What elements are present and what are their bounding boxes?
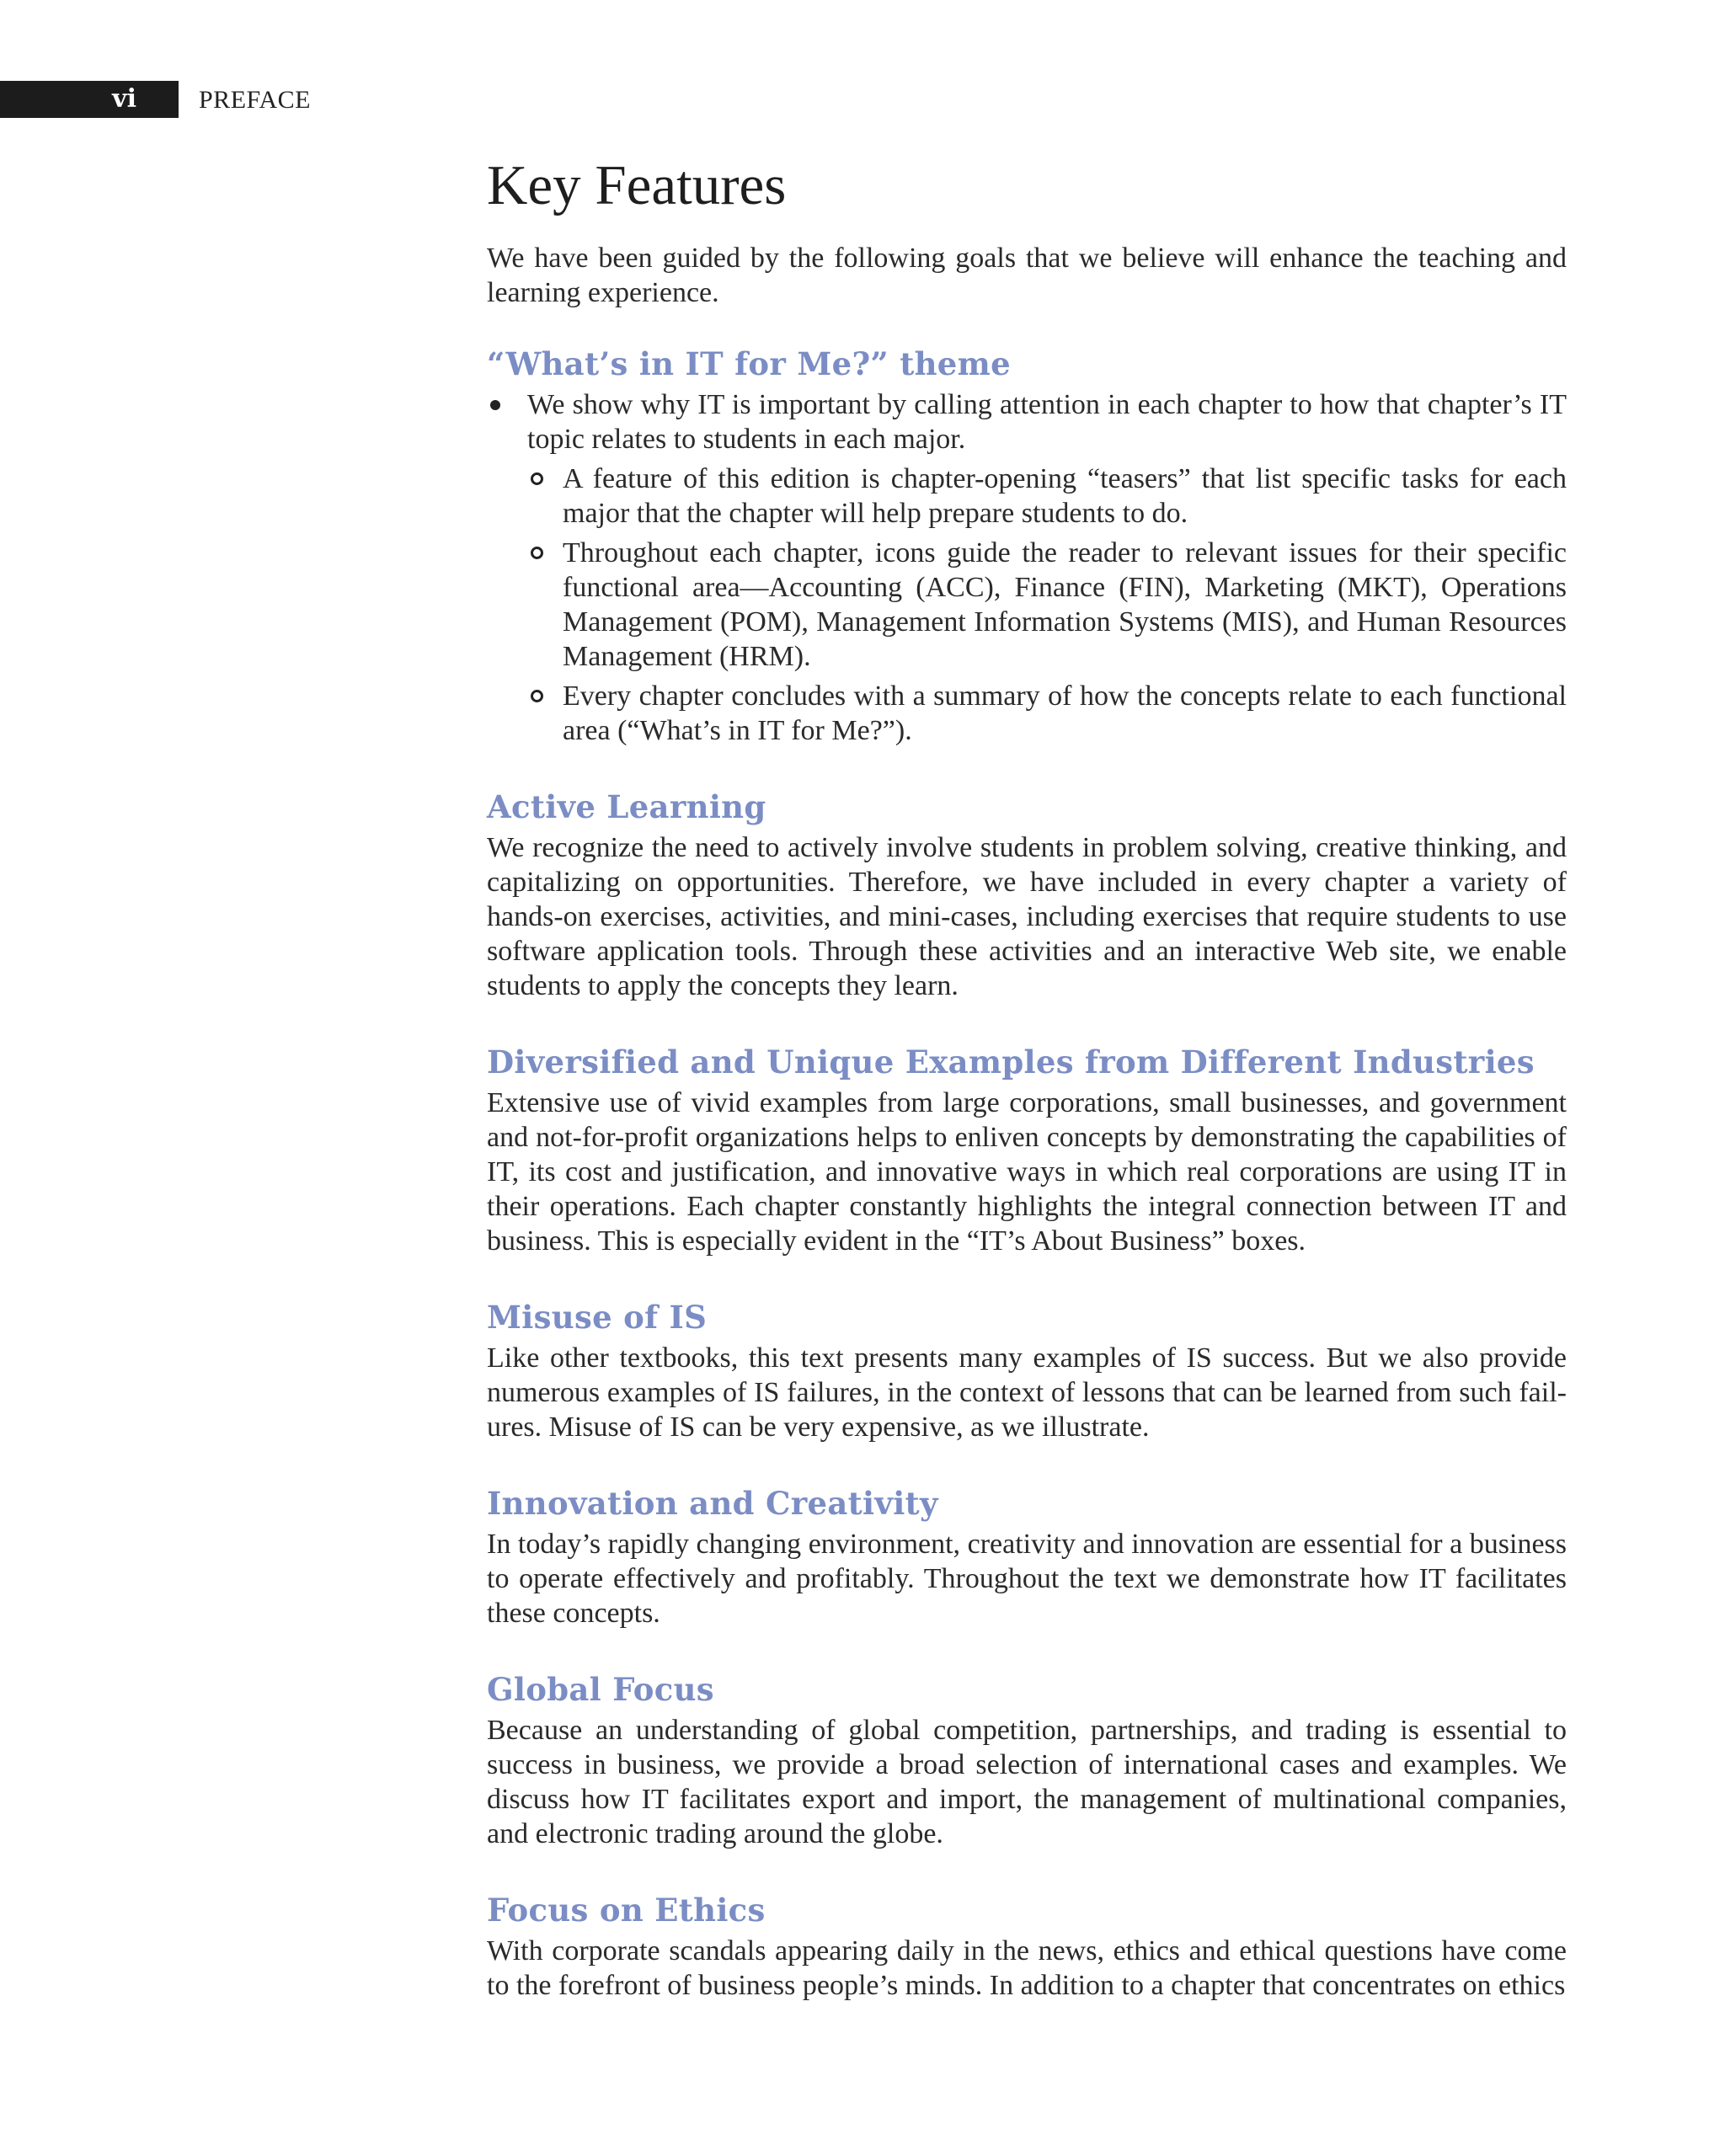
page-title: Key Features — [487, 154, 787, 216]
section-heading: Focus on Ethics — [487, 1892, 766, 1929]
sub-bullet-text: A feature of this edition is chapter-opening “teasers” that list specific tasks for each major that the chapter will help prepare students to do. — [563, 463, 1567, 529]
sub-bullet-text: Throughout each chapter, icons guide the reader to relevant issues for their specific functional area—Accounting (ACC), Finance (FIN), Marketing (MKT), Operations Management (POM), Management Information Systems (MIS), and Human Resources Management (HRM). — [563, 537, 1567, 672]
section-body: Extensive use of vivid examples from large corporations, small businesses, and government and not-for-profit organizations helps to enliven concepts by demonstrating the capabilities of IT, its cost and justification, and innovative ways in which real corporations are using IT in their operations. Each chapter constantly highlights the integral connection between IT and business. This is especially evident in the “IT’s About Business” boxes. — [487, 1087, 1567, 1257]
bullet-text: We show why IT is important by calling attention in each chapter to how that chapter’s IT topic relates to students in each major. — [527, 389, 1567, 455]
sub-bullet-text: Every chapter concludes with a summary of how the concepts relate to each functional area (“What’s in IT for Me?”). — [563, 680, 1567, 746]
page-content — [487, 152, 1567, 2003]
section-focus-on-ethics — [487, 1890, 1567, 2003]
section-body: In today’s rapidly changing environment, creativity and innovation are essential for a business to operate effectively and profitably. Throughout the text we demonstrate how IT facilitates these concepts. — [487, 1529, 1567, 1629]
sub-bullet-list — [527, 462, 1567, 748]
section-whats-in-it-for-me — [487, 344, 1567, 748]
section-heading: “What’s in IT for Me?” theme — [487, 345, 1011, 382]
list-item — [527, 462, 1567, 531]
section-innovation-creativity — [487, 1483, 1567, 1630]
ring-bullet-icon — [531, 472, 543, 485]
bullet-list — [487, 387, 1567, 748]
running-head: PREFACE — [199, 86, 311, 114]
section-heading: Diversified and Unique Examples from Different Industries — [487, 1043, 1535, 1081]
ring-bullet-icon — [531, 547, 543, 559]
section-heading: Active Learning — [487, 788, 766, 825]
section-body: We recognize the need to actively involve students in problem solving, creative thinking, and capitalizing on opportunities. Therefore, we have included in every chapter a variety of hands-on exercises, activities, and mini-cases, including exercises that require students to use software application tools. Through these activities and an interactive Web site, we enable students to apply the concepts they learn. — [487, 832, 1567, 1001]
list-item — [527, 536, 1567, 674]
list-item — [527, 679, 1567, 748]
page-number-tab: vi — [0, 81, 179, 118]
section-body: With corporate scandals appearing daily in the news, ethics and ethical questions have come to the forefront of business people’s minds. In addition to a chapter that concentrates on ethics — [487, 1935, 1567, 2001]
list-item — [487, 387, 1567, 748]
section-body: Like other textbooks, this text presents many examples of IS success. But we also provide numerous examples of IS failures, in the context of lessons that can be learned from such failures. Misuse of IS can be very expensive, as we illustrate. — [487, 1342, 1567, 1443]
section-active-learning — [487, 787, 1567, 1003]
section-diversified-examples — [487, 1042, 1567, 1258]
section-heading: Global Focus — [487, 1671, 714, 1708]
bullet-icon — [490, 400, 500, 410]
section-body: Because an understanding of global competition, partnerships, and trading is essential to success in business, we provide a broad selection of international cases and examples. We discuss how IT facilitates export and import, the management of multinational companies, and electronic trading around the globe. — [487, 1715, 1567, 1849]
section-global-focus — [487, 1669, 1567, 1851]
section-heading: Innovation and Creativity — [487, 1485, 938, 1522]
section-misuse-of-is — [487, 1297, 1567, 1444]
ring-bullet-icon — [531, 690, 543, 702]
section-heading: Misuse of IS — [487, 1299, 708, 1336]
intro-paragraph: We have been guided by the following goals that we believe will enhance the teaching and learning experience. — [487, 243, 1567, 308]
